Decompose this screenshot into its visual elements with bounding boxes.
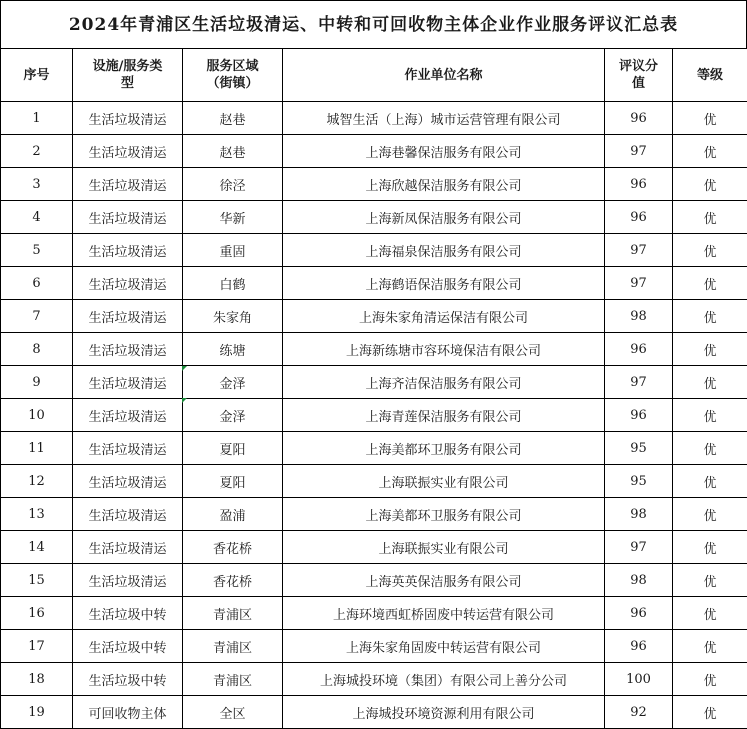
cell-company[interactable]: 上海巷馨保洁服务有限公司 <box>283 135 605 168</box>
header-grade[interactable]: 等级 <box>673 49 747 102</box>
cell-score[interactable]: 96 <box>605 333 673 366</box>
cell-score[interactable]: 92 <box>605 696 673 729</box>
cell-company[interactable]: 城智生活（上海）城市运营管理有限公司 <box>283 102 605 135</box>
cell-score[interactable]: 100 <box>605 663 673 696</box>
cell-score[interactable]: 96 <box>605 168 673 201</box>
cell-type[interactable]: 生活垃圾清运 <box>73 333 183 366</box>
cell-area[interactable]: 朱家角 <box>183 300 283 333</box>
cell-type[interactable]: 生活垃圾中转 <box>73 663 183 696</box>
table-title: 2024年青浦区生活垃圾清运、中转和可回收物主体企业作业服务评议汇总表 <box>0 0 747 48</box>
cell-grade[interactable]: 优 <box>673 432 747 465</box>
header-score[interactable]: 评议分值 <box>605 49 673 102</box>
table-row <box>1 696 747 729</box>
cell-no[interactable]: 13 <box>1 498 73 531</box>
cell-no[interactable]: 18 <box>1 663 73 696</box>
table-row <box>1 234 747 267</box>
cell-no[interactable]: 2 <box>1 135 73 168</box>
cell-type[interactable]: 生活垃圾中转 <box>73 597 183 630</box>
cell-score[interactable]: 97 <box>605 531 673 564</box>
cell-grade[interactable]: 优 <box>673 234 747 267</box>
cell-company[interactable]: 上海环境西虹桥固废中转运营有限公司 <box>283 597 605 630</box>
cell-score[interactable]: 98 <box>605 498 673 531</box>
cell-area[interactable]: 盈浦 <box>183 498 283 531</box>
cell-area[interactable]: 青浦区 <box>183 597 283 630</box>
cell-company[interactable]: 上海新练塘市容环境保洁有限公司 <box>283 333 605 366</box>
table-row <box>1 465 747 498</box>
cell-grade[interactable]: 优 <box>673 135 747 168</box>
cell-no[interactable]: 6 <box>1 267 73 300</box>
cell-no[interactable]: 12 <box>1 465 73 498</box>
cell-score[interactable]: 97 <box>605 135 673 168</box>
cell-company[interactable]: 上海美都环卫服务有限公司 <box>283 432 605 465</box>
cell-type[interactable]: 生活垃圾清运 <box>73 201 183 234</box>
cell-grade[interactable]: 优 <box>673 630 747 663</box>
cell-company[interactable]: 上海朱家角清运保洁有限公司 <box>283 300 605 333</box>
header-company[interactable]: 作业单位名称 <box>283 49 605 102</box>
cell-area[interactable]: 徐泾 <box>183 168 283 201</box>
cell-no[interactable]: 17 <box>1 630 73 663</box>
cell-area[interactable]: 赵巷 <box>183 135 283 168</box>
cell-company[interactable]: 上海英英保洁服务有限公司 <box>283 564 605 597</box>
cell-company[interactable]: 上海联振实业有限公司 <box>283 531 605 564</box>
table-row <box>1 102 747 135</box>
table-row <box>1 663 747 696</box>
cell-area[interactable]: 白鹤 <box>183 267 283 300</box>
table-row <box>1 267 747 300</box>
cell-type[interactable]: 生活垃圾清运 <box>73 168 183 201</box>
cell-company[interactable]: 上海青莲保洁服务有限公司 <box>283 399 605 432</box>
cell-area[interactable]: 夏阳 <box>183 465 283 498</box>
cell-grade[interactable]: 优 <box>673 465 747 498</box>
table-body <box>1 102 747 729</box>
cell-area[interactable]: 金泽 <box>183 366 283 399</box>
cell-comment-marker <box>182 398 187 403</box>
cell-company[interactable]: 上海欣越保洁服务有限公司 <box>283 168 605 201</box>
header-type[interactable]: 设施/服务类型 <box>73 49 183 102</box>
cell-type[interactable]: 生活垃圾清运 <box>73 135 183 168</box>
cell-grade[interactable]: 优 <box>673 102 747 135</box>
cell-area[interactable]: 青浦区 <box>183 630 283 663</box>
cell-score[interactable]: 97 <box>605 234 673 267</box>
cell-type[interactable]: 生活垃圾清运 <box>73 564 183 597</box>
table-row <box>1 564 747 597</box>
cell-type[interactable]: 生活垃圾清运 <box>73 102 183 135</box>
cell-area[interactable]: 香花桥 <box>183 564 283 597</box>
table-row <box>1 135 747 168</box>
cell-no[interactable]: 3 <box>1 168 73 201</box>
cell-grade[interactable]: 优 <box>673 696 747 729</box>
cell-no[interactable]: 8 <box>1 333 73 366</box>
cell-grade[interactable]: 优 <box>673 663 747 696</box>
table-row <box>1 531 747 564</box>
table-row <box>1 366 747 399</box>
cell-score[interactable]: 96 <box>605 399 673 432</box>
cell-no[interactable]: 14 <box>1 531 73 564</box>
cell-area[interactable]: 重固 <box>183 234 283 267</box>
cell-company[interactable]: 上海齐洁保洁服务有限公司 <box>283 366 605 399</box>
cell-grade[interactable]: 优 <box>673 597 747 630</box>
cell-type[interactable]: 可回收物主体 <box>73 696 183 729</box>
table-row <box>1 630 747 663</box>
cell-score[interactable]: 96 <box>605 597 673 630</box>
header-no[interactable]: 序号 <box>1 49 73 102</box>
cell-company[interactable]: 上海福泉保洁服务有限公司 <box>283 234 605 267</box>
cell-area[interactable]: 香花桥 <box>183 531 283 564</box>
cell-grade[interactable]: 优 <box>673 498 747 531</box>
header-area[interactable]: 服务区域（街镇） <box>183 49 283 102</box>
cell-company[interactable]: 上海朱家角固废中转运营有限公司 <box>283 630 605 663</box>
cell-type[interactable]: 生活垃圾清运 <box>73 399 183 432</box>
header-row <box>1 49 747 102</box>
table-row <box>1 333 747 366</box>
cell-type[interactable]: 生活垃圾清运 <box>73 498 183 531</box>
cell-company[interactable]: 上海城投环境资源利用有限公司 <box>283 696 605 729</box>
table-row <box>1 399 747 432</box>
cell-no[interactable]: 15 <box>1 564 73 597</box>
cell-no[interactable]: 5 <box>1 234 73 267</box>
cell-area[interactable]: 华新 <box>183 201 283 234</box>
table-row <box>1 498 747 531</box>
cell-area[interactable]: 赵巷 <box>183 102 283 135</box>
cell-grade[interactable]: 优 <box>673 267 747 300</box>
cell-type[interactable]: 生活垃圾中转 <box>73 630 183 663</box>
table-row <box>1 201 747 234</box>
table-row <box>1 300 747 333</box>
cell-score[interactable]: 95 <box>605 465 673 498</box>
cell-area[interactable]: 金泽 <box>183 399 283 432</box>
cell-company[interactable]: 上海新凤保洁服务有限公司 <box>283 201 605 234</box>
cell-grade[interactable]: 优 <box>673 201 747 234</box>
cell-score[interactable]: 95 <box>605 432 673 465</box>
table-row <box>1 597 747 630</box>
cell-score[interactable]: 98 <box>605 564 673 597</box>
cell-comment-marker <box>182 366 187 371</box>
cell-no[interactable]: 16 <box>1 597 73 630</box>
table-row <box>1 432 747 465</box>
cell-score[interactable]: 97 <box>605 267 673 300</box>
cell-grade[interactable]: 优 <box>673 300 747 333</box>
cell-type[interactable]: 生活垃圾清运 <box>73 267 183 300</box>
cell-grade[interactable]: 优 <box>673 564 747 597</box>
cell-score[interactable]: 98 <box>605 300 673 333</box>
cell-grade[interactable]: 优 <box>673 399 747 432</box>
cell-type[interactable]: 生活垃圾清运 <box>73 432 183 465</box>
cell-type[interactable]: 生活垃圾清运 <box>73 300 183 333</box>
cell-no[interactable]: 11 <box>1 432 73 465</box>
cell-area[interactable]: 练塘 <box>183 333 283 366</box>
cell-no[interactable]: 10 <box>1 399 73 432</box>
cell-no[interactable]: 7 <box>1 300 73 333</box>
evaluation-table <box>0 48 747 729</box>
cell-grade[interactable]: 优 <box>673 366 747 399</box>
cell-no[interactable]: 1 <box>1 102 73 135</box>
cell-score[interactable]: 97 <box>605 366 673 399</box>
cell-type[interactable]: 生活垃圾清运 <box>73 531 183 564</box>
cell-grade[interactable]: 优 <box>673 333 747 366</box>
cell-score[interactable]: 96 <box>605 201 673 234</box>
cell-score[interactable]: 96 <box>605 102 673 135</box>
cell-grade[interactable]: 优 <box>673 531 747 564</box>
cell-no[interactable]: 4 <box>1 201 73 234</box>
cell-company[interactable]: 上海联振实业有限公司 <box>283 465 605 498</box>
cell-score[interactable]: 96 <box>605 630 673 663</box>
cell-company[interactable]: 上海城投环境（集团）有限公司上善分公司 <box>283 663 605 696</box>
cell-area[interactable]: 青浦区 <box>183 663 283 696</box>
table-header <box>1 49 747 102</box>
cell-company[interactable]: 上海鹤语保洁服务有限公司 <box>283 267 605 300</box>
cell-type[interactable]: 生活垃圾清运 <box>73 465 183 498</box>
cell-area[interactable]: 全区 <box>183 696 283 729</box>
cell-type[interactable]: 生活垃圾清运 <box>73 366 183 399</box>
table-row <box>1 168 747 201</box>
cell-area[interactable]: 夏阳 <box>183 432 283 465</box>
cell-grade[interactable]: 优 <box>673 168 747 201</box>
cell-no[interactable]: 19 <box>1 696 73 729</box>
cell-type[interactable]: 生活垃圾清运 <box>73 234 183 267</box>
cell-no[interactable]: 9 <box>1 366 73 399</box>
cell-company[interactable]: 上海美都环卫服务有限公司 <box>283 498 605 531</box>
